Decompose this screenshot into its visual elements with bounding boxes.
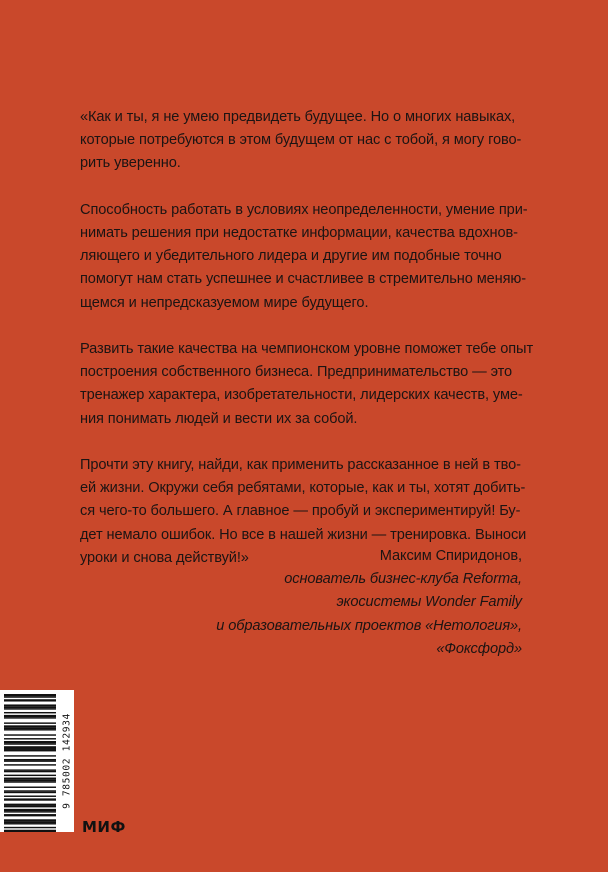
quote-line: Развить такие качества на чемпионском уровне поможет тебе опыт	[80, 341, 534, 357]
quote-paragraph-1	[80, 106, 524, 176]
barcode-bar	[4, 822, 56, 823]
barcode-bar	[4, 823, 56, 824]
barcode-bar	[4, 769, 56, 770]
barcode-bar	[4, 741, 56, 743]
barcode-bar	[4, 792, 56, 793]
barcode-bar	[4, 750, 56, 751]
barcode-bar	[4, 725, 56, 727]
barcode-bar	[4, 798, 56, 800]
barcode-bar	[4, 759, 56, 760]
barcode-bar	[4, 699, 56, 701]
quote-line: рить уверенно.	[80, 155, 181, 172]
barcode-bar	[4, 755, 56, 756]
barcode-bar	[4, 728, 56, 729]
barcode-bar	[4, 781, 56, 782]
quote-line: уроки и снова действуй!»	[80, 549, 249, 566]
isbn-barcode	[0, 690, 60, 832]
quote-line: дет немало ошибок. Но все в нашей жизни — тренировка. Выноси	[80, 526, 527, 543]
barcode-bar	[4, 749, 56, 750]
quote-line: щемся и непредсказуемом мире будущего.	[80, 294, 369, 311]
quote-attribution	[216, 545, 522, 661]
barcode-bar	[4, 738, 56, 739]
barcode-bar	[4, 760, 56, 761]
barcode-bar	[4, 696, 56, 697]
isbn-number: 9 785002 142934	[61, 713, 73, 809]
quote-paragraph-2	[80, 199, 528, 315]
quote-line: Способность работать в условиях неопределенности, умение при-	[80, 201, 528, 218]
barcode-bar	[4, 764, 56, 765]
barcode-bar	[4, 717, 56, 718]
quote-line: которые потребуются в этом будущем от нас с тобой, я могу гово-	[80, 132, 522, 149]
barcode-bar	[4, 790, 56, 791]
barcode-bar	[4, 704, 56, 706]
barcode-bar	[4, 806, 56, 807]
barcode-bar	[4, 830, 56, 832]
quote-line: построения собственного бизнеса. Предпринимательство — это	[80, 364, 513, 381]
barcode-bar	[4, 712, 56, 713]
quote-line: ей жизни. Окружи себя ребятами, которые, как и ты, хотят добить-	[80, 480, 526, 497]
author-role-line: «Фоксфорд»	[436, 640, 522, 657]
quote-line: ся чего-то большего. А главное — пробуй и экспериментируй! Бу-	[80, 503, 521, 520]
quote-line: ляющего и убедительного лидера и другие им подобные точно	[80, 248, 502, 265]
barcode-bar	[4, 722, 56, 723]
barcode-bar	[4, 814, 56, 816]
quote-line: ния понимать людей и вести их за собой.	[80, 410, 358, 427]
barcode-bar	[4, 694, 56, 696]
barcode-bar	[4, 819, 56, 821]
quote-line: Прочти эту книгу, найди, как применить рассказанное в ней в тво-	[80, 457, 521, 473]
author-role-line: и образовательных проектов «Нетология»,	[216, 617, 522, 634]
barcode-bar	[4, 775, 56, 776]
author-role-line: основатель бизнес-клуба Reforma,	[284, 571, 522, 588]
publisher-logo: МИФ	[82, 818, 126, 836]
barcode-bar	[4, 780, 56, 781]
barcode-bar	[4, 827, 56, 828]
barcode-bar	[4, 804, 56, 806]
barcode-bar	[4, 787, 56, 788]
barcode-bar	[4, 708, 56, 709]
quote-paragraph-3	[80, 338, 534, 431]
quote-line: «Как и ты, я не умею предвидеть будущее. Но о многих навыках,	[80, 109, 516, 125]
author-name: Максим Спиридонов,	[379, 548, 522, 564]
barcode-bar	[4, 734, 56, 735]
quote-line: помогут нам стать успешнее и счастливее в стремительно меняю-	[80, 271, 527, 288]
quote-line: нимать решения при недостатке информации, качества вдохнов-	[80, 225, 518, 241]
barcode-bar	[4, 707, 56, 708]
quote-block	[80, 106, 534, 570]
barcode-bar	[4, 811, 56, 812]
barcode-bar	[4, 771, 56, 772]
barcode-bar	[4, 796, 56, 797]
barcode-bar	[4, 746, 56, 748]
author-role-line: экосистемы Wonder Family	[336, 594, 522, 611]
isbn-digits	[60, 690, 74, 832]
quote-line: тренажер характера, изобретательности, лидерских качеств, уме-	[80, 387, 523, 404]
barcode-bar	[4, 715, 56, 717]
barcode-bar	[4, 729, 56, 730]
barcode-bar	[4, 809, 56, 811]
barcode-bar	[4, 778, 56, 780]
barcode-bar	[4, 743, 56, 744]
barcode-bars	[0, 690, 60, 832]
